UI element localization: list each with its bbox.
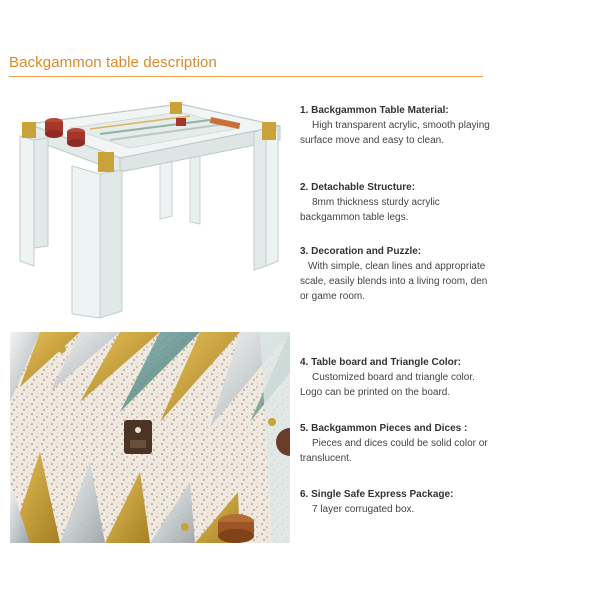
item-2-heading: 2. Detachable Structure:: [300, 182, 416, 193]
table-product-photo: [10, 96, 293, 324]
item-4-heading: 4. Table board and Triangle Color:: [300, 357, 461, 368]
item-2-body: 8mm thickness sturdy acrylic backgammon table legs.: [300, 197, 440, 223]
item-6-heading: 6. Single Safe Express Package:: [300, 489, 454, 500]
item-3: [300, 244, 490, 304]
item-5-heading: 5. Backgammon Pieces and Dices :: [300, 423, 468, 434]
item-4: [300, 355, 490, 400]
title-divider: [9, 76, 483, 77]
item-4-body: Customized board and triangle color. Logo can be printed on the board.: [300, 372, 475, 398]
item-1: [300, 103, 490, 148]
item-1-body: High transparent acrylic, smooth playing surface move and easy to clean.: [300, 120, 490, 146]
item-1-heading: 1. Backgammon Table Material:: [300, 105, 449, 116]
item-5-body: Pieces and dices could be solid color or translucent.: [300, 438, 488, 464]
item-6: [300, 487, 490, 517]
item-2: [300, 180, 490, 225]
item-3-body: With simple, clean lines and appropriate scale, easily blends into a living room, den or game room.: [300, 261, 488, 302]
board-closeup-photo: [10, 332, 290, 543]
item-6-body: 7 layer corrugated box.: [312, 504, 415, 515]
item-5: [300, 421, 490, 466]
section-title: Backgammon table description: [9, 54, 217, 71]
item-3-heading: 3. Decoration and Puzzle:: [300, 246, 422, 257]
